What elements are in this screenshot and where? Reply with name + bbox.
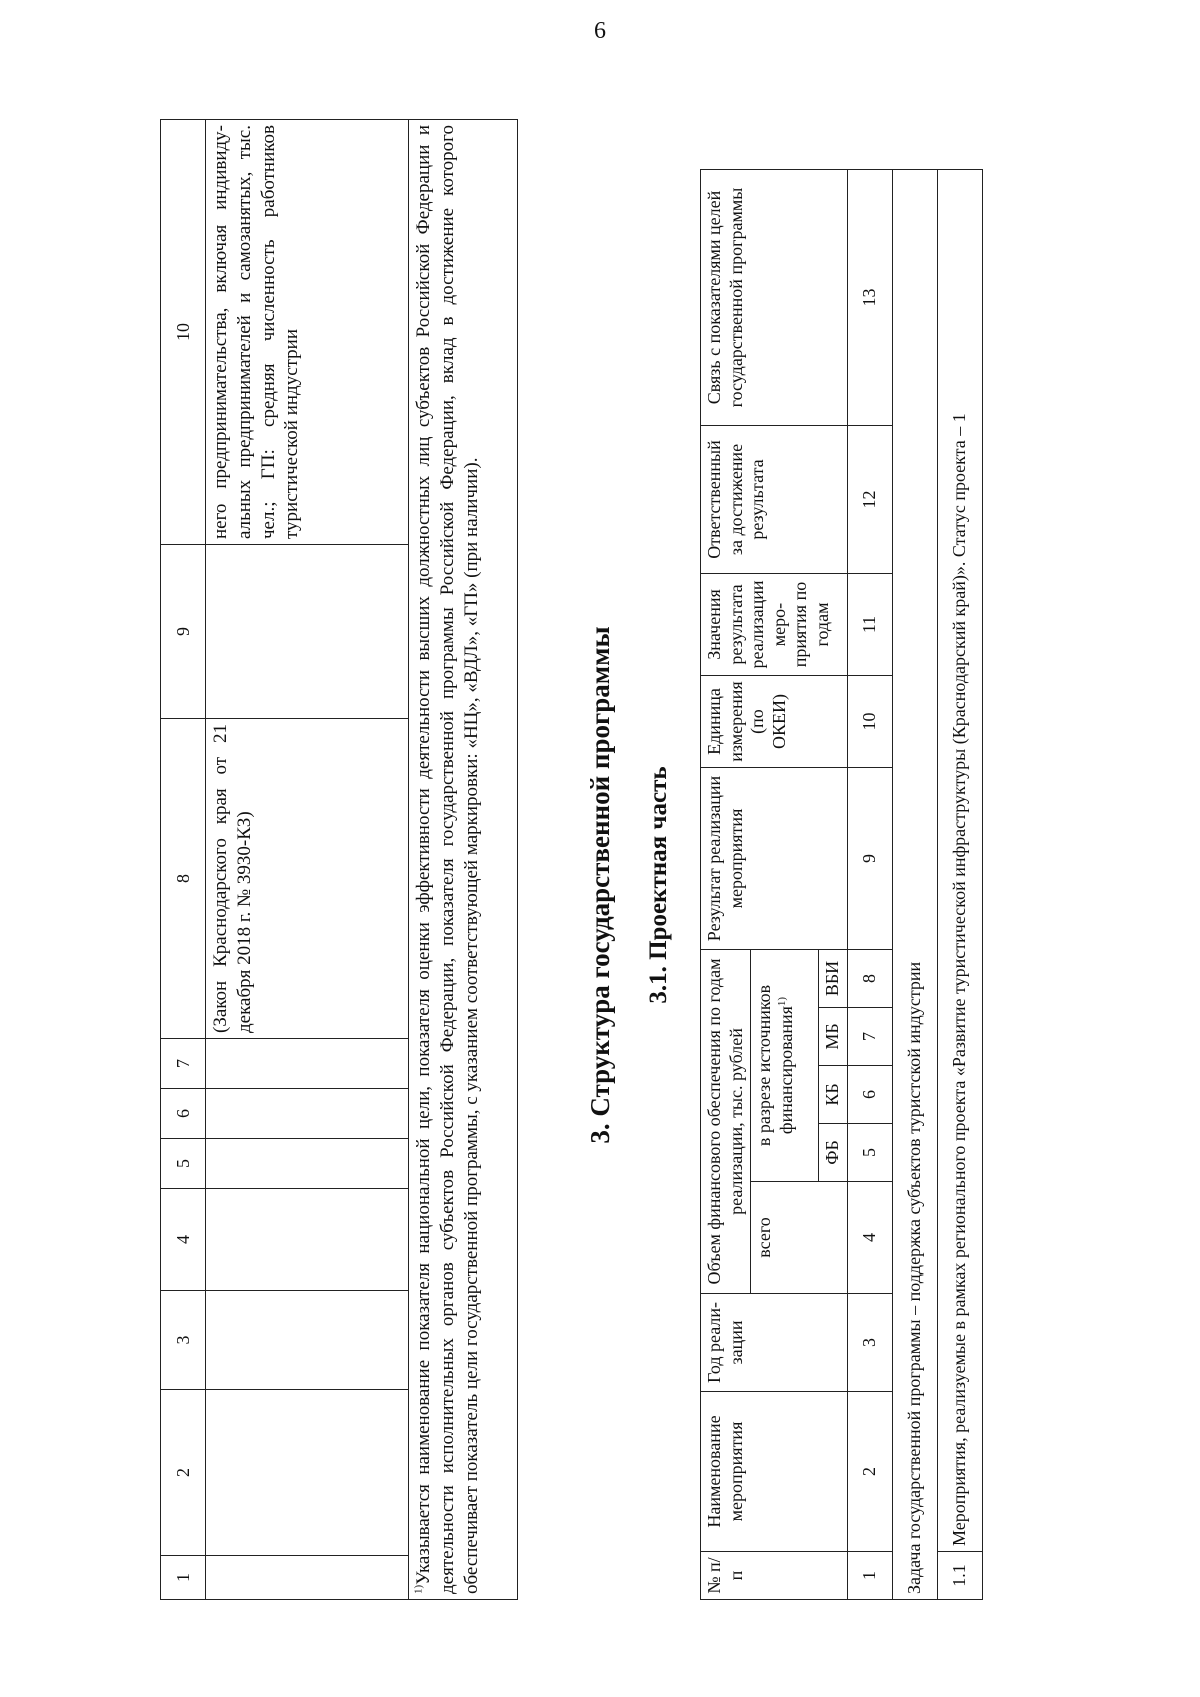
col-num-12: 12 <box>847 426 892 574</box>
col-num-2: 2 <box>161 1390 206 1556</box>
cell-7 <box>206 1039 409 1089</box>
header-sources <box>751 950 819 1182</box>
task-row <box>892 170 937 1600</box>
header-sources-marker: 1) <box>775 996 788 1007</box>
goals-table-continuation <box>160 119 518 1600</box>
header-unit: Единица измерения (по ОКЕИ) <box>701 676 848 768</box>
col-num-7: 7 <box>161 1039 206 1089</box>
cell-9 <box>206 545 409 719</box>
header-num: № п/п <box>701 1552 848 1600</box>
col-num-3: 3 <box>847 1294 892 1392</box>
project-structure-table <box>700 169 983 1600</box>
col-num-1: 1 <box>161 1556 206 1600</box>
cell-law-reference: (Закон Краснодарского края от 21 декабря 2018 г. № 3930-КЗ) <box>206 719 409 1039</box>
col-num-10: 10 <box>847 676 892 768</box>
col-num-4: 4 <box>161 1189 206 1291</box>
footnote-marker: 1) <box>412 1584 425 1594</box>
header-result: Результат реализации мероприятия <box>701 768 848 950</box>
task-text: Задача государственной программы – поддержка субъектов туристской индустрии <box>892 170 937 1600</box>
cell-4 <box>206 1189 409 1291</box>
col-num-9: 9 <box>161 545 206 719</box>
section-title: 3. Структура государственной программы <box>585 626 615 1144</box>
table-row <box>206 120 409 1600</box>
col-num-10: 10 <box>161 120 206 545</box>
header-link: Связь с показателями целей государственной программы <box>701 170 848 426</box>
header-year: Год реализации <box>701 1294 848 1392</box>
header-responsible: Ответственный за достижение результата <box>701 426 848 574</box>
item-text: Мероприятия, реализуемые в рамках регионального проекта «Развитие туристической инфраструктуры (Краснодарский край)». Статус проекта – 1 <box>937 170 982 1552</box>
cell-1 <box>206 1556 409 1600</box>
cell-3 <box>206 1291 409 1390</box>
header-event-name: Наименование мероприятия <box>701 1392 848 1552</box>
subsection-title: 3.1. Проектная часть <box>645 766 672 1004</box>
col-num-9: 9 <box>847 768 892 950</box>
item-number: 1.1 <box>937 1552 982 1600</box>
col-num-2: 2 <box>847 1392 892 1552</box>
page-number: 6 <box>594 18 606 44</box>
column-number-row <box>847 170 892 1600</box>
footnote <box>409 120 518 1600</box>
column-number-row <box>161 120 206 1600</box>
header-vbi: ВБИ <box>819 950 848 1008</box>
rotated-landscape-sheet <box>160 125 1200 1600</box>
col-num-3: 3 <box>161 1291 206 1390</box>
col-num-13: 13 <box>847 170 892 426</box>
footnote-row <box>409 120 518 1600</box>
header-row-1 <box>701 170 751 1600</box>
header-funding: Объем финансового обеспечения по годам реализации, тыс. рублей <box>701 950 751 1294</box>
table-row <box>937 170 982 1600</box>
header-kb: КБ <box>819 1066 848 1124</box>
cell-2 <box>206 1390 409 1556</box>
col-num-6: 6 <box>161 1089 206 1139</box>
col-num-8: 8 <box>847 950 892 1008</box>
cell-5 <box>206 1139 409 1189</box>
header-sources-text: в разрезе источников финансирования <box>754 984 796 1147</box>
col-num-1: 1 <box>847 1552 892 1600</box>
col-num-6: 6 <box>847 1066 892 1124</box>
header-fb: ФБ <box>819 1124 848 1182</box>
col-num-11: 11 <box>847 574 892 676</box>
col-num-7: 7 <box>847 1008 892 1066</box>
cell-6 <box>206 1089 409 1139</box>
footnote-text: Указывается наименование показателя национальной цели, показателя оценки эффективности деятельности высших должностных лиц субъектов Российской Федерации и деятельности исполнительных органов субъектов Российской Федерации, показателя государственной программы Российской Федерации, вклад в достижение которого обеспечивает показатель цели государственной программы, с указанием соответствующей маркировки: «НЦ», «ВДЛ», «ГП» (при наличии). <box>413 125 482 1594</box>
header-values: Значения результата реализации мероприятия по годам <box>701 574 848 676</box>
col-num-5: 5 <box>847 1124 892 1182</box>
header-total: всего <box>751 1182 848 1294</box>
col-num-8: 8 <box>161 719 206 1039</box>
col-num-5: 5 <box>161 1139 206 1189</box>
header-mb: МБ <box>819 1008 848 1066</box>
col-num-4: 4 <box>847 1182 892 1294</box>
cell-indicator-description: него предпринимательства, включая индивидуальных предпринимателей и самозанятых, тыс. чел.; ГП: средняя численность работников туристической индустрии <box>206 120 409 545</box>
